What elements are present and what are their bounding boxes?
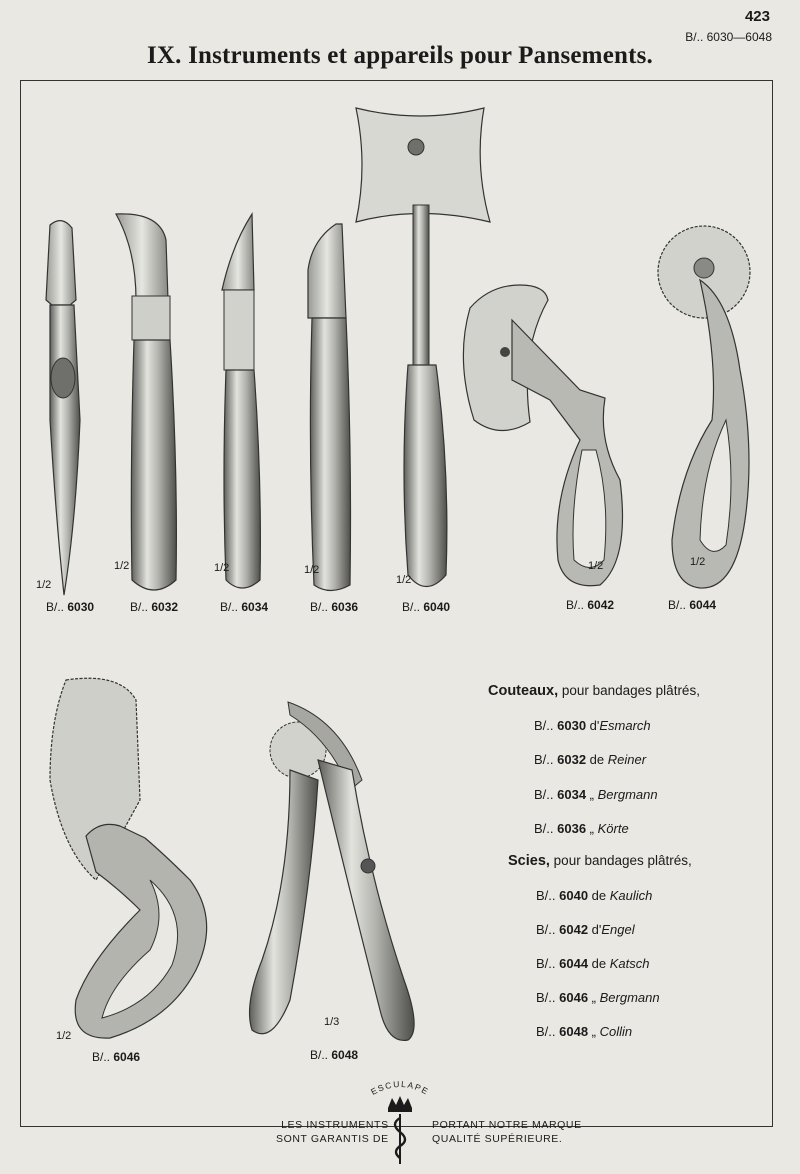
knife-6032-illustration [116, 214, 176, 590]
catalog-item-6030: B/.. 6030 d'Esmarch [534, 718, 651, 733]
catalog-item-6036: B/.. 6036 „ Körte [534, 821, 629, 836]
catalog-item-6032: B/.. 6032 de Reiner [534, 752, 647, 767]
page-reference-range: B/.. 6030—6048 [685, 30, 772, 44]
footer-right-line2: QUALITÉ SUPÉRIEURE. [432, 1133, 563, 1145]
catalog-item-6046: B/.. 6046 „ Bergmann [536, 990, 660, 1005]
scale-marker-6048: 1/3 [324, 1016, 340, 1028]
scale-marker-6040: 1/2 [396, 574, 412, 586]
knife-6036-illustration [308, 224, 351, 591]
section-heading-scies: Scies, pour bandages plâtrés, [508, 853, 692, 869]
figure-label-6036: B/.. 6036 [310, 600, 359, 614]
section-heading-couteaux: Couteaux, pour bandages plâtrés, [488, 683, 700, 699]
catalog-item-6040: B/.. 6040 de Kaulich [536, 888, 653, 903]
footer-guarantee-left [276, 1118, 389, 1146]
footer-guarantee-right [432, 1118, 582, 1146]
figure-label-6040: B/.. 6040 [402, 600, 451, 614]
knife-6034-illustration [222, 214, 260, 588]
figure-label-6046: B/.. 6046 [92, 1050, 141, 1064]
knife-6030-illustration [46, 221, 80, 595]
scale-marker-6032: 1/2 [114, 560, 130, 572]
page-title: IX. Instruments et appareils pour Pansements. [146, 42, 654, 69]
saw-6042-illustration [463, 285, 622, 586]
figure-label-6034: B/.. 6034 [220, 600, 269, 614]
footer-left-line2: SONT GARANTIS DE [276, 1133, 389, 1145]
catalog-item-6044: B/.. 6044 de Katsch [536, 956, 650, 971]
saw-6046-illustration [50, 678, 207, 1038]
footer-left-line1: LES INSTRUMENTS [281, 1119, 389, 1131]
scale-marker-6046: 1/2 [56, 1030, 72, 1042]
scale-marker-6044: 1/2 [690, 556, 706, 568]
caduceus-crown-logo [384, 1096, 416, 1166]
scale-marker-6042: 1/2 [588, 560, 604, 572]
catalog-item-6048: B/.. 6048 „ Collin [536, 1024, 633, 1039]
footer-right-line1: PORTANT NOTRE MARQUE [432, 1119, 582, 1131]
scale-marker-6036: 1/2 [304, 564, 320, 576]
scale-marker-6030: 1/2 [36, 579, 52, 591]
figure-label-6032: B/.. 6032 [130, 600, 179, 614]
saw-6044-illustration [658, 226, 750, 588]
figure-label-6048: B/.. 6048 [310, 1048, 359, 1062]
figure-label-6030: B/.. 6030 [46, 600, 95, 614]
cutter-6048-illustration [250, 702, 415, 1040]
catalog-item-6042: B/.. 6042 d'Engel [536, 922, 635, 937]
scale-marker-6034: 1/2 [214, 562, 230, 574]
figure-label-6042: B/.. 6042 [566, 598, 615, 612]
svg-text:ESCULAPE: ESCULAPE [369, 1080, 431, 1097]
catalog-item-6034: B/.. 6034 „ Bergmann [534, 787, 658, 802]
figure-label-6044: B/.. 6044 [668, 598, 717, 612]
page-number: 423 [744, 8, 770, 25]
